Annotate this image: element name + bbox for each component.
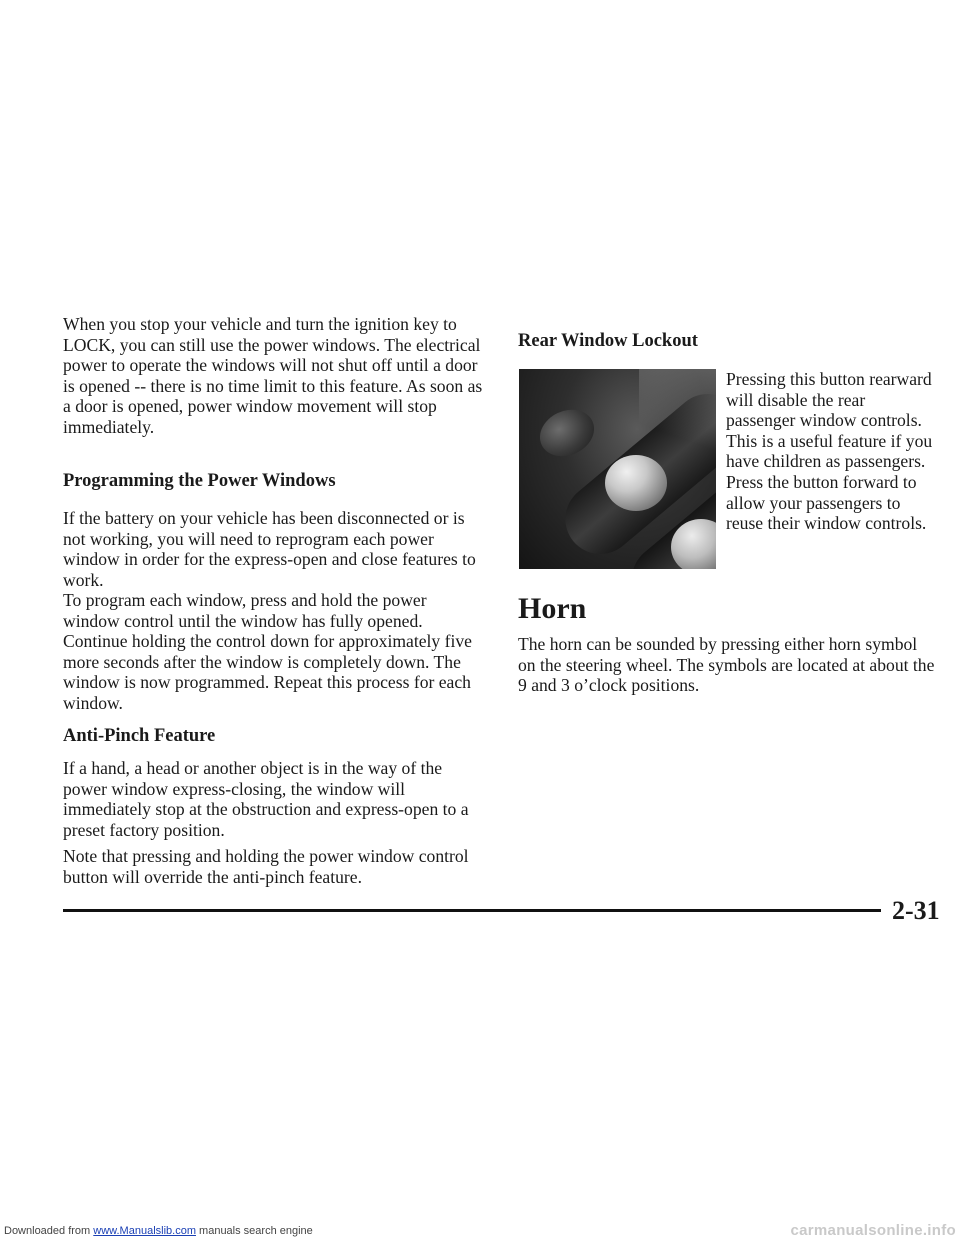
anti-pinch-heading: Anti-Pinch Feature [63,726,216,746]
anti-pinch-paragraph-1: If a hand, a head or another object is in the way of the power window express-closing, the window will immediately stop at the obstruction and express-open to a preset factory position. [63,758,469,840]
horn-heading: Horn [518,592,587,625]
watermark-logo: carmanualsonline.info [790,1222,956,1239]
programming-paragraph-2: To program each window, press and hold the power window control until the window has fully opened. Continue holding the control down for approximately five more seconds after the window is completely down. The window is now programmed. Repeat this process for each window. [63,590,472,713]
programming-paragraph-1: If the battery on your vehicle has been disconnected or is not working, you will need to reprogram each power window in order for the express-open and close features to work. [63,508,476,590]
photo-window-switch-1 [605,455,667,511]
download-footer [0,1222,960,1242]
rear-window-lockout-heading: Rear Window Lockout [518,331,698,351]
download-prefix: Downloaded from [4,1225,94,1237]
photo-highlight [639,369,716,459]
footer-rule [63,909,881,912]
page-number: 2-31 [892,896,940,925]
window-lockout-button-photo [519,369,716,569]
horn-text: The horn can be sounded by pressing either horn symbol on the steering wheel. The symbols are located at about the 9 and 3 o’clock positions. [518,634,935,696]
manualslib-link[interactable]: www.Manualslib.com [93,1225,196,1237]
download-suffix: manuals search engine [195,1225,313,1237]
programming-heading: Programming the Power Windows [63,471,336,491]
photo-lockout-button [532,401,601,465]
rear-window-lockout-text: Pressing this button rearward will disable the rear passenger window controls. This is a useful feature if you have children as passengers. Press the button forward to allow your passengers to reuse their window controls. [726,369,933,534]
intro-paragraph: When you stop your vehicle and turn the ignition key to LOCK, you can still use the power windows. The electrical power to operate the windows will not shut off until a door is opened -- there is no time limit to this feature. As soon as a door is opened, power window movement will stop immediately. [63,314,483,437]
download-notice [4,1225,313,1237]
anti-pinch-paragraph-2: Note that pressing and holding the power window control button will override the anti-pinch feature. [63,846,469,887]
